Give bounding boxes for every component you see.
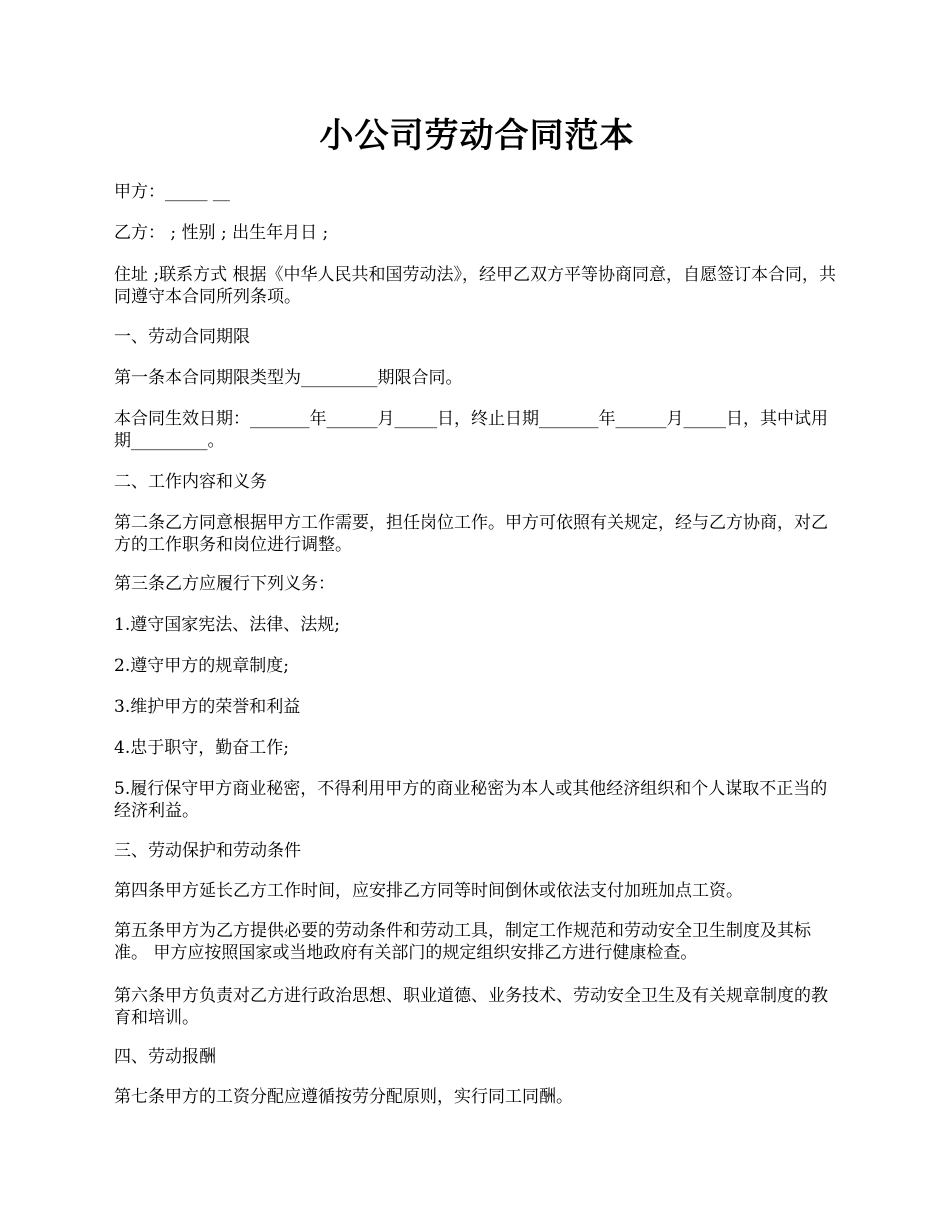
duty-item-2: 2.遵守甲方的规章制度; [114, 656, 289, 676]
duty-item-3: 3.维护甲方的荣誉和利益 [114, 697, 301, 717]
section-heading-protection: 三、劳动保护和劳动条件 [114, 841, 301, 861]
section-heading-compensation: 四、劳动报酬 [114, 1047, 216, 1067]
article-7-paragraph: 第七条甲方的工资分配应遵循按劳分配原则，实行同工同酬。 [114, 1087, 573, 1107]
document-title: 小公司劳动合同范本 [319, 116, 635, 156]
party-a-line: 甲方：_____ __ [114, 182, 230, 202]
party-b-line: 乙方： ; 性别 ; 出生年月日 ; [114, 223, 329, 243]
article-1-paragraph: 第一条本合同期限类型为_________期限合同。 [114, 368, 463, 388]
duty-item-1: 1.遵守国家宪法、法律、法规; [114, 615, 340, 635]
section-heading-duties: 二、工作内容和义务 [114, 472, 267, 492]
article-3-paragraph: 第三条乙方应履行下列义务： [114, 574, 335, 594]
address-preamble-paragraph: 住址 ;联系方式 根据《中华人民共和国劳动法》，经甲乙双方平等协商同意，自愿签订本合同，共同遵守本合同所列条项。 [114, 265, 837, 307]
section-heading-term: 一、劳动合同期限 [114, 327, 250, 347]
article-6-paragraph: 第六条甲方负责对乙方进行政治思想、职业道德、业务技术、劳动安全卫生及有关规章制度的教育和培训。 [114, 986, 828, 1028]
article-5-paragraph: 第五条甲方为乙方提供必要的劳动条件和劳动工具，制定工作规范和劳动安全卫生制度及其标准。 甲方应按照国家或当地政府有关部门的规定组织安排乙方进行健康检查。 [114, 921, 811, 963]
duty-item-4: 4.忠于职守，勤奋工作; [114, 738, 289, 758]
duty-item-5: 5.履行保守甲方商业秘密，不得利用甲方的商业秘密为本人或其他经济组织和个人谋取不正当的经济利益。 [114, 779, 828, 821]
article-4-paragraph: 第四条甲方延长乙方工作时间，应安排乙方同等时间倒休或依法支付加班加点工资。 [114, 881, 743, 901]
article-2-paragraph: 第二条乙方同意根据甲方工作需要，担任岗位工作。甲方可依照有关规定，经与乙方协商，对乙方的工作职务和岗位进行调整。 [114, 513, 828, 555]
effective-date-paragraph: 本合同生效日期：_______年______月_____日，终止日期_______年______月_____日，其中试用期_________。 [114, 409, 828, 451]
